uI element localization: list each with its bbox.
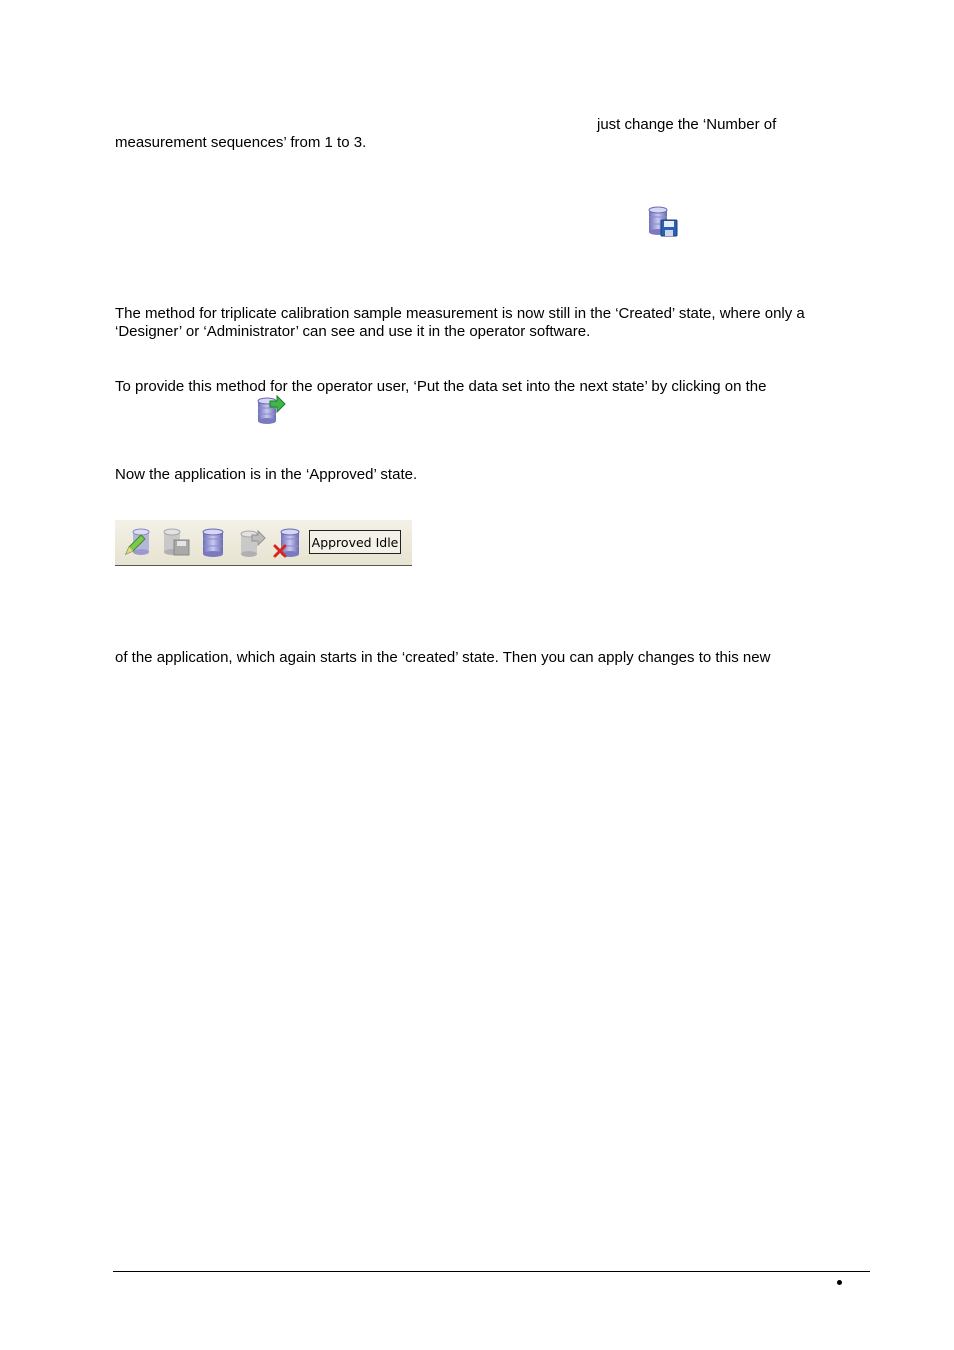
paragraph-5-line-1: of the application, which again starts in the ‘created’ state. Then you can apply changes to this new (115, 649, 771, 666)
next-state-icon[interactable] (237, 528, 269, 558)
edit-dataset-icon[interactable] (123, 528, 155, 558)
footer-rule (113, 1271, 870, 1272)
paragraph-1-line-2: measurement sequences’ from 1 to 3. (115, 134, 367, 151)
next-state-icon (254, 395, 286, 425)
paragraph-1-line-1: just change the ‘Number of (597, 116, 777, 133)
status-label: Approved Idle (309, 530, 401, 554)
save-dataset-icon[interactable] (161, 528, 193, 558)
footer-bullet (837, 1280, 842, 1285)
paragraph-2-line-2: ‘Designer’ or ‘Administrator’ can see and use it in the operator software. (115, 323, 591, 340)
paragraph-2-line-1: The method for triplicate calibration sample measurement is now still in the ‘Created’ state, where only a (115, 305, 805, 322)
save-dataset-icon (646, 206, 680, 238)
state-toolbar (115, 520, 412, 566)
database-icon[interactable] (199, 528, 229, 558)
paragraph-4-line-1: Now the application is in the ‘Approved’ state. (115, 466, 418, 483)
paragraph-3-line-1: To provide this method for the operator user, ‘Put the data set into the next state’ by clicking on the (115, 378, 767, 395)
delete-dataset-icon[interactable] (273, 528, 305, 558)
